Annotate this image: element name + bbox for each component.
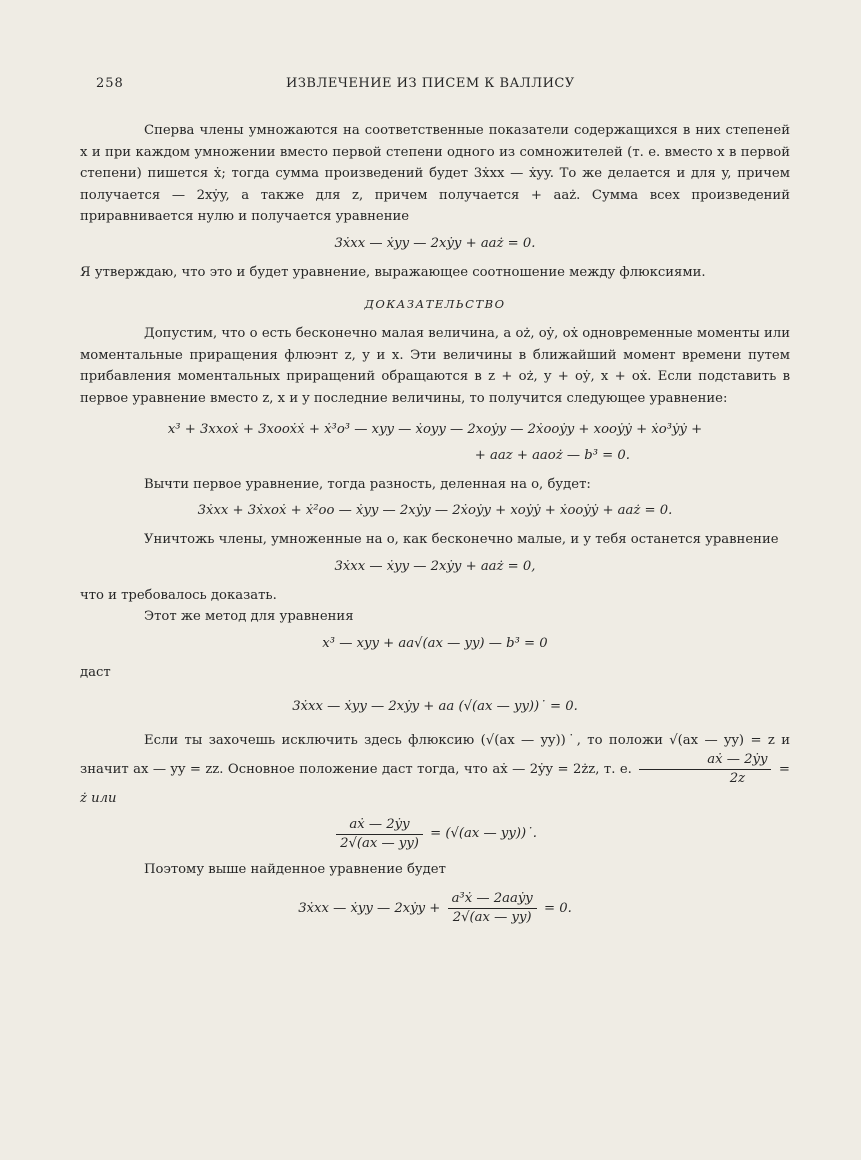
- equation-7-rhs: = (√(ax — yy))˙.: [430, 826, 537, 842]
- equation-3: 3ẋxx + 3ẋxoẋ + ẋ²oo — ẋyy — 2xẏy — 2ẋoẏy + xoẏẏ + ẋooẏẏ + aaż = 0.: [197, 503, 673, 519]
- paragraph-9: [80, 730, 790, 810]
- equation-7-numerator: aẋ — 2ẏy: [336, 816, 423, 835]
- equation-8-fraction: [448, 890, 537, 927]
- equation-8-numerator: a³ẋ — 2aaẏy: [448, 890, 537, 909]
- equation-8-rhs: = 0.: [543, 900, 572, 916]
- inline-fraction: [639, 751, 771, 788]
- equation-8-lhs: 3ẋxx — ẋyy — 2xẏy +: [298, 900, 441, 916]
- page-number: 258: [96, 76, 124, 91]
- paragraph-3: Допустим, что o есть бесконечно малая величина, а oż, oẏ, oẋ одновременные моменты или моментальные приращения флюэнт z, y и x. Эти величины в ближайший момент времени путем прибавления моментальных приращений обращаются в z + oż, y + oẏ, x + oẋ. Если подставить в первое уравнение вместо z, x и y последние величины, то получится следующее уравнение:: [80, 326, 790, 406]
- paragraph-4: Вычти первое уравнение, тогда разность, деленная на o, будет:: [144, 476, 591, 492]
- inline-fraction-denominator: 2z: [729, 771, 746, 787]
- page-body: [80, 120, 790, 933]
- equation-7-fraction: [336, 816, 423, 853]
- equation-8: [80, 890, 790, 927]
- paragraph-5: Уничтожь члены, умноженные на o, как бесконечно малые, и у тебя останется уравнение: [144, 532, 779, 548]
- equation-7: [80, 816, 790, 853]
- paragraph-6: что и требовалось доказать.: [80, 587, 277, 603]
- inline-fraction-numerator: aẋ — 2ẏy: [639, 751, 771, 770]
- equation-2b: + aaz + aaoż — b³ = 0.: [474, 447, 630, 463]
- running-title: ИЗВЛЕЧЕНИЕ ИЗ ПИСЕМ К ВАЛЛИСУ: [286, 76, 575, 91]
- paragraph-1: Сперва члены умножаются на соответственные показатели содержащихся в них степеней x и при каждом умножении вместо первой степени одного из сомножителей (т. е. вместо x в первой степени) пишется ẋ; тогда сумма произведений будет 3ẋxx — ẋyy. То же делается и для y, причем получается — 2xẏy, а также для z, причем получается + aaż. Сумма всех произведений приравнивается нулю и получается уравнение: [80, 123, 790, 225]
- equation-8-denominator: 2√(ax — yy): [452, 910, 532, 926]
- paragraph-7: Этот же метод для уравнения: [144, 609, 354, 625]
- paragraph-9-tail: = ż или: [80, 762, 790, 807]
- equation-4: 3ẋxx — ẋyy — 2xẏy + aaż = 0,: [334, 558, 536, 574]
- paragraph-9-text: Если ты захочешь исключить здесь флюксию (√(ax — yy))˙, то положи √(ax — yy) = z и значит ax — yy = zz. Основное положение даст тогда, что aẋ — 2ẏy = 2żz, т. е.: [80, 732, 790, 778]
- equation-6: 3ẋxx — ẋyy — 2xẏy + aa (√(ax — yy))˙ = 0.: [292, 698, 578, 714]
- paragraph-2: Я утверждаю, что это и будет уравнение, выражающее соотношение между флюксиями.: [80, 264, 706, 280]
- equation-1: 3ẋxx — ẋyy — 2xẏy + aaż = 0.: [334, 235, 536, 251]
- equation-7-denominator: 2√(ax — yy): [340, 835, 419, 851]
- page-header: [96, 76, 781, 98]
- paragraph-10: Поэтому выше найденное уравнение будет: [144, 861, 446, 877]
- paragraph-8: даст: [80, 664, 111, 680]
- equation-5: x³ — xyy + aa√(ax — yy) — b³ = 0: [322, 635, 548, 651]
- equation-2a: x³ + 3xxoẋ + 3xooẋẋ + ẋ³o³ — xyy — ẋoyy — 2xoẏy — 2ẋooẏy + xooẏẏ + ẋo³ẏẏ +: [167, 421, 703, 437]
- section-heading: ДОКАЗАТЕЛЬСТВО: [364, 296, 506, 311]
